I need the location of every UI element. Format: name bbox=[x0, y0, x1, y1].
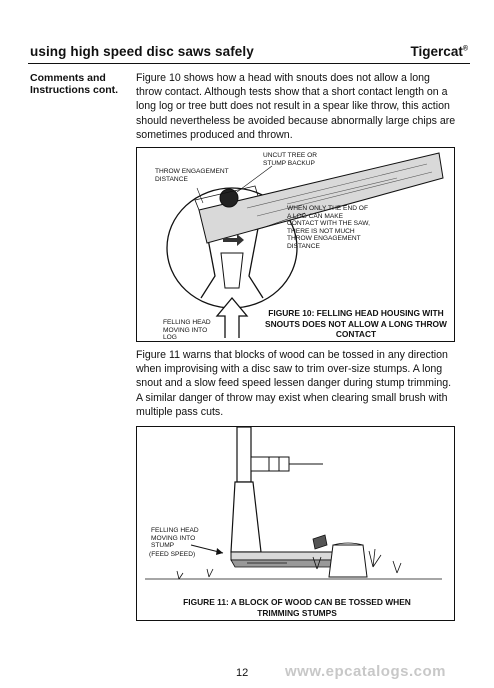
watermark: www.epcatalogs.com bbox=[285, 663, 446, 680]
mast-bracket-inner bbox=[269, 457, 279, 471]
brand-mark: ® bbox=[462, 45, 468, 53]
felling-head-mast bbox=[237, 427, 251, 482]
page-header-title: using high speed disc saws safely bbox=[30, 44, 254, 59]
body-paragraph-2: Figure 11 warns that blocks of wood can be tossed in any direction when improvising with a disc saw to trim over-size stumps. A long snout and a slow feed speed lessen danger during stump trimming. A similar danger of throw may exist when clearing small brush with multiple pass cuts. bbox=[136, 349, 452, 418]
figure-10 bbox=[136, 147, 455, 342]
figure-11-drawing bbox=[137, 427, 454, 620]
snout-tip bbox=[221, 253, 243, 288]
body-paragraph-1: Figure 10 shows how a head with snouts does not allow a long throw contact. Although tests show that a short contact length on a long log or tree butt does not result in a spear like throw, this action should nevertheless be avoided because abnormally large chips are sometimes produced and thrown. bbox=[136, 72, 456, 141]
label-head-moving: FELLING HEAD MOVING INTO LOG bbox=[163, 319, 211, 342]
stump bbox=[329, 545, 367, 577]
figure-11-caption: FIGURE 11: A BLOCK OF WOOD CAN BE TOSSED WHEN TRIMMING STUMPS bbox=[183, 597, 411, 618]
uncut-leader-line bbox=[237, 166, 272, 192]
page-number: 12 bbox=[236, 667, 249, 679]
label-head-moving-stump: FELLING HEAD MOVING INTO STUMP bbox=[151, 527, 199, 550]
feed-direction-arrow bbox=[217, 298, 247, 338]
thrown-wood-block bbox=[313, 535, 327, 549]
figure-10-caption: FIGURE 10: FELLING HEAD HOUSING WITH SNOUTS DOES NOT ALLOW A LONG THROW CONTACT bbox=[265, 308, 447, 339]
brand-name: Tigercat bbox=[410, 44, 463, 59]
label-log-contact: WHEN ONLY THE END OF A LOG CAN MAKE CONTACT WITH THE SAW, THERE IS NOT MUCH THROW ENGAGEMENT DISTANCE bbox=[287, 205, 370, 250]
label-feed-speed: (FEED SPEED) bbox=[149, 551, 196, 558]
section-heading: Comments and Instructions cont. bbox=[30, 72, 119, 96]
snout-right bbox=[249, 223, 263, 298]
figure-11 bbox=[136, 426, 455, 621]
brand-logo bbox=[411, 44, 468, 59]
label-uncut-tree: UNCUT TREE OR STUMP BACKUP bbox=[263, 152, 317, 167]
throw-leader-line bbox=[197, 188, 203, 203]
header-divider bbox=[28, 63, 470, 64]
label-throw-distance: THROW ENGAGEMENT DISTANCE bbox=[155, 168, 229, 183]
felling-head-body bbox=[231, 482, 261, 552]
